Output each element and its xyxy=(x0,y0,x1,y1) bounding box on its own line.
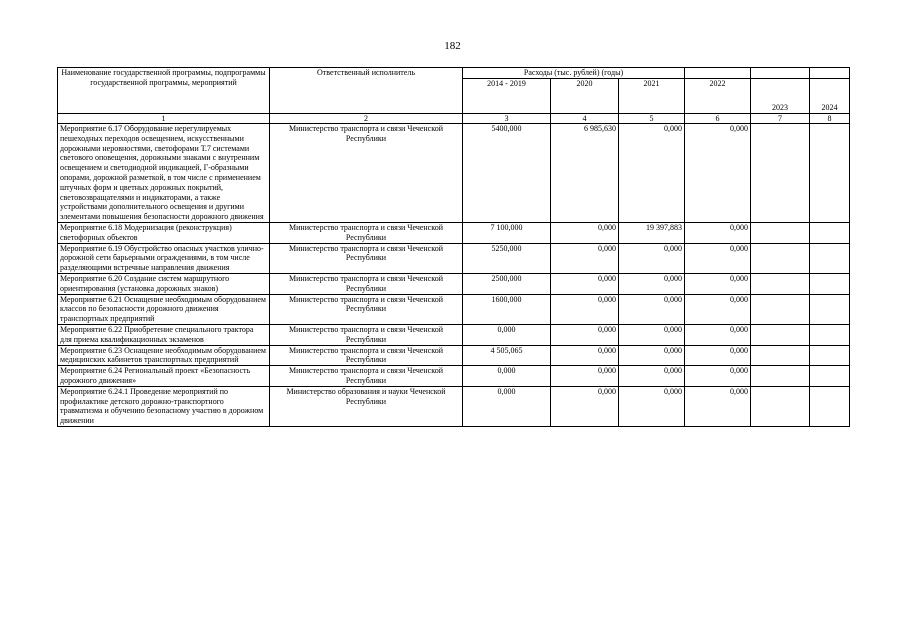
value-2023 xyxy=(751,273,810,294)
value-2024 xyxy=(810,273,850,294)
table-row xyxy=(58,324,850,345)
column-number: 6 xyxy=(685,114,751,124)
value-2020: 0,000 xyxy=(551,273,619,294)
activity-name: Мероприятие 6.24 Региональный проект «Безопасность дорожного движения» xyxy=(58,366,270,387)
value-2021: 19 397,883 xyxy=(619,222,685,243)
value-2024 xyxy=(810,243,850,273)
budget-table xyxy=(57,67,850,427)
value-2024 xyxy=(810,324,850,345)
column-number: 7 xyxy=(751,114,810,124)
value-2021: 0,000 xyxy=(619,386,685,426)
header-executor-column: Ответственный исполнитель xyxy=(270,68,463,114)
value-2021: 0,000 xyxy=(619,345,685,366)
activity-name: Мероприятие 6.23 Оснащение необходимым оборудованием медицинских кабинетов транспортных предприятий xyxy=(58,345,270,366)
value-2021: 0,000 xyxy=(619,273,685,294)
value-2014-2019: 0,000 xyxy=(463,366,551,387)
value-2021: 0,000 xyxy=(619,124,685,223)
value-2023 xyxy=(751,345,810,366)
column-number: 8 xyxy=(810,114,850,124)
activity-name: Мероприятие 6.19 Обустройство опасных участков улично-дорожной сети барьерными ограждениями, в том числе разделяющими встречные направления движения xyxy=(58,243,270,273)
executor-cell: Министерство транспорта и связи Чеченской Республики xyxy=(270,243,463,273)
page-number: 182 xyxy=(444,40,461,52)
value-2020: 0,000 xyxy=(551,324,619,345)
value-2020: 0,000 xyxy=(551,345,619,366)
value-2022: 0,000 xyxy=(685,124,751,223)
activity-name: Мероприятие 6.21 Оснащение необходимым оборудованием классов по безопасности дорожного движения транспортных предприятий xyxy=(58,294,270,324)
header-year: 2020 xyxy=(551,79,619,114)
executor-cell: Министерство транспорта и связи Чеченской Республики xyxy=(270,273,463,294)
value-2022: 0,000 xyxy=(685,386,751,426)
value-2023 xyxy=(751,124,810,223)
activity-name: Мероприятие 6.18 Модернизация (реконструкция) светофорных объектов xyxy=(58,222,270,243)
column-number: 2 xyxy=(270,114,463,124)
table-row xyxy=(58,273,850,294)
value-2024 xyxy=(810,386,850,426)
header-blank-cell xyxy=(751,68,810,79)
column-number: 1 xyxy=(58,114,270,124)
value-2023 xyxy=(751,386,810,426)
value-2014-2019: 4 505,065 xyxy=(463,345,551,366)
value-2024 xyxy=(810,366,850,387)
value-2024 xyxy=(810,124,850,223)
table-row xyxy=(58,124,850,223)
value-2014-2019: 2500,000 xyxy=(463,273,551,294)
executor-cell: Министерство транспорта и связи Чеченской Республики xyxy=(270,366,463,387)
value-2020: 0,000 xyxy=(551,386,619,426)
table-header xyxy=(58,68,850,124)
value-2021: 0,000 xyxy=(619,324,685,345)
value-2022: 0,000 xyxy=(685,366,751,387)
header-expenses: Расходы (тыс. рублей) (годы) xyxy=(463,68,685,79)
value-2014-2019: 0,000 xyxy=(463,324,551,345)
activity-name: Мероприятие 6.22 Приобретение специального трактора для приема квалификационных экзаменов xyxy=(58,324,270,345)
value-2024 xyxy=(810,222,850,243)
value-2014-2019: 5250,000 xyxy=(463,243,551,273)
header-year: 2021 xyxy=(619,79,685,114)
header-blank-cell xyxy=(810,68,850,79)
value-2023 xyxy=(751,324,810,345)
header-year: 2024 xyxy=(810,79,850,114)
activity-name: Мероприятие 6.17 Оборудование нерегулируемых пешеходных переходов освещением, искусственными дорожными неровностями, светофорами Т.7 системами светового оповещения, дорожными знаками с внутренним освещением и светодиодной индикацией, Г-образными опорами, дорожной разметкой, в том числе с применением штучных форм и цветных дорожных покрытий, световозвращателями и индикаторами, а также устройствами дополнительного освещения и другими элементами повышения безопасности дорожного движения xyxy=(58,124,270,223)
value-2021: 0,000 xyxy=(619,243,685,273)
table-row xyxy=(58,294,850,324)
table-row xyxy=(58,366,850,387)
value-2020: 0,000 xyxy=(551,366,619,387)
executor-cell: Министерство транспорта и связи Чеченской Республики xyxy=(270,124,463,223)
value-2014-2019: 0,000 xyxy=(463,386,551,426)
value-2024 xyxy=(810,294,850,324)
value-2023 xyxy=(751,366,810,387)
executor-cell: Министерство транспорта и связи Чеченской Республики xyxy=(270,222,463,243)
table-row xyxy=(58,222,850,243)
value-2021: 0,000 xyxy=(619,294,685,324)
value-2014-2019: 1600,000 xyxy=(463,294,551,324)
value-2020: 6 985,630 xyxy=(551,124,619,223)
column-number: 5 xyxy=(619,114,685,124)
table-row xyxy=(58,243,850,273)
value-2022: 0,000 xyxy=(685,243,751,273)
executor-cell: Министерство транспорта и связи Чеченской Республики xyxy=(270,324,463,345)
header-year: 2023 xyxy=(751,79,810,114)
column-number: 3 xyxy=(463,114,551,124)
value-2023 xyxy=(751,222,810,243)
value-2022: 0,000 xyxy=(685,222,751,243)
header-blank-cell xyxy=(685,68,751,79)
executor-cell: Министерство образования и науки Чеченской Республики xyxy=(270,386,463,426)
table-row xyxy=(58,345,850,366)
activity-name: Мероприятие 6.24.1 Проведение мероприятий по профилактике детского дорожно-транспортного травматизма и обучению безопасному участию в дорожном движении xyxy=(58,386,270,426)
value-2022: 0,000 xyxy=(685,273,751,294)
value-2022: 0,000 xyxy=(685,324,751,345)
value-2014-2019: 5400,000 xyxy=(463,124,551,223)
value-2020: 0,000 xyxy=(551,222,619,243)
value-2022: 0,000 xyxy=(685,345,751,366)
header-name-column: Наименование государственной программы, подпрограммы государственной программы, мероприятий xyxy=(58,68,270,114)
activity-name: Мероприятие 6.20 Создание систем маршрутного ориентирования (установка дорожных знаков) xyxy=(58,273,270,294)
executor-cell: Министерство транспорта и связи Чеченской Республики xyxy=(270,294,463,324)
column-number: 4 xyxy=(551,114,619,124)
table-body xyxy=(58,124,850,427)
value-2022: 0,000 xyxy=(685,294,751,324)
header-year: 2014 - 2019 xyxy=(463,79,551,114)
value-2014-2019: 7 100,000 xyxy=(463,222,551,243)
executor-cell: Министерство транспорта и связи Чеченской Республики xyxy=(270,345,463,366)
value-2021: 0,000 xyxy=(619,366,685,387)
value-2020: 0,000 xyxy=(551,243,619,273)
header-year: 2022 xyxy=(685,79,751,114)
value-2024 xyxy=(810,345,850,366)
value-2020: 0,000 xyxy=(551,294,619,324)
value-2023 xyxy=(751,243,810,273)
value-2023 xyxy=(751,294,810,324)
table-row xyxy=(58,386,850,426)
